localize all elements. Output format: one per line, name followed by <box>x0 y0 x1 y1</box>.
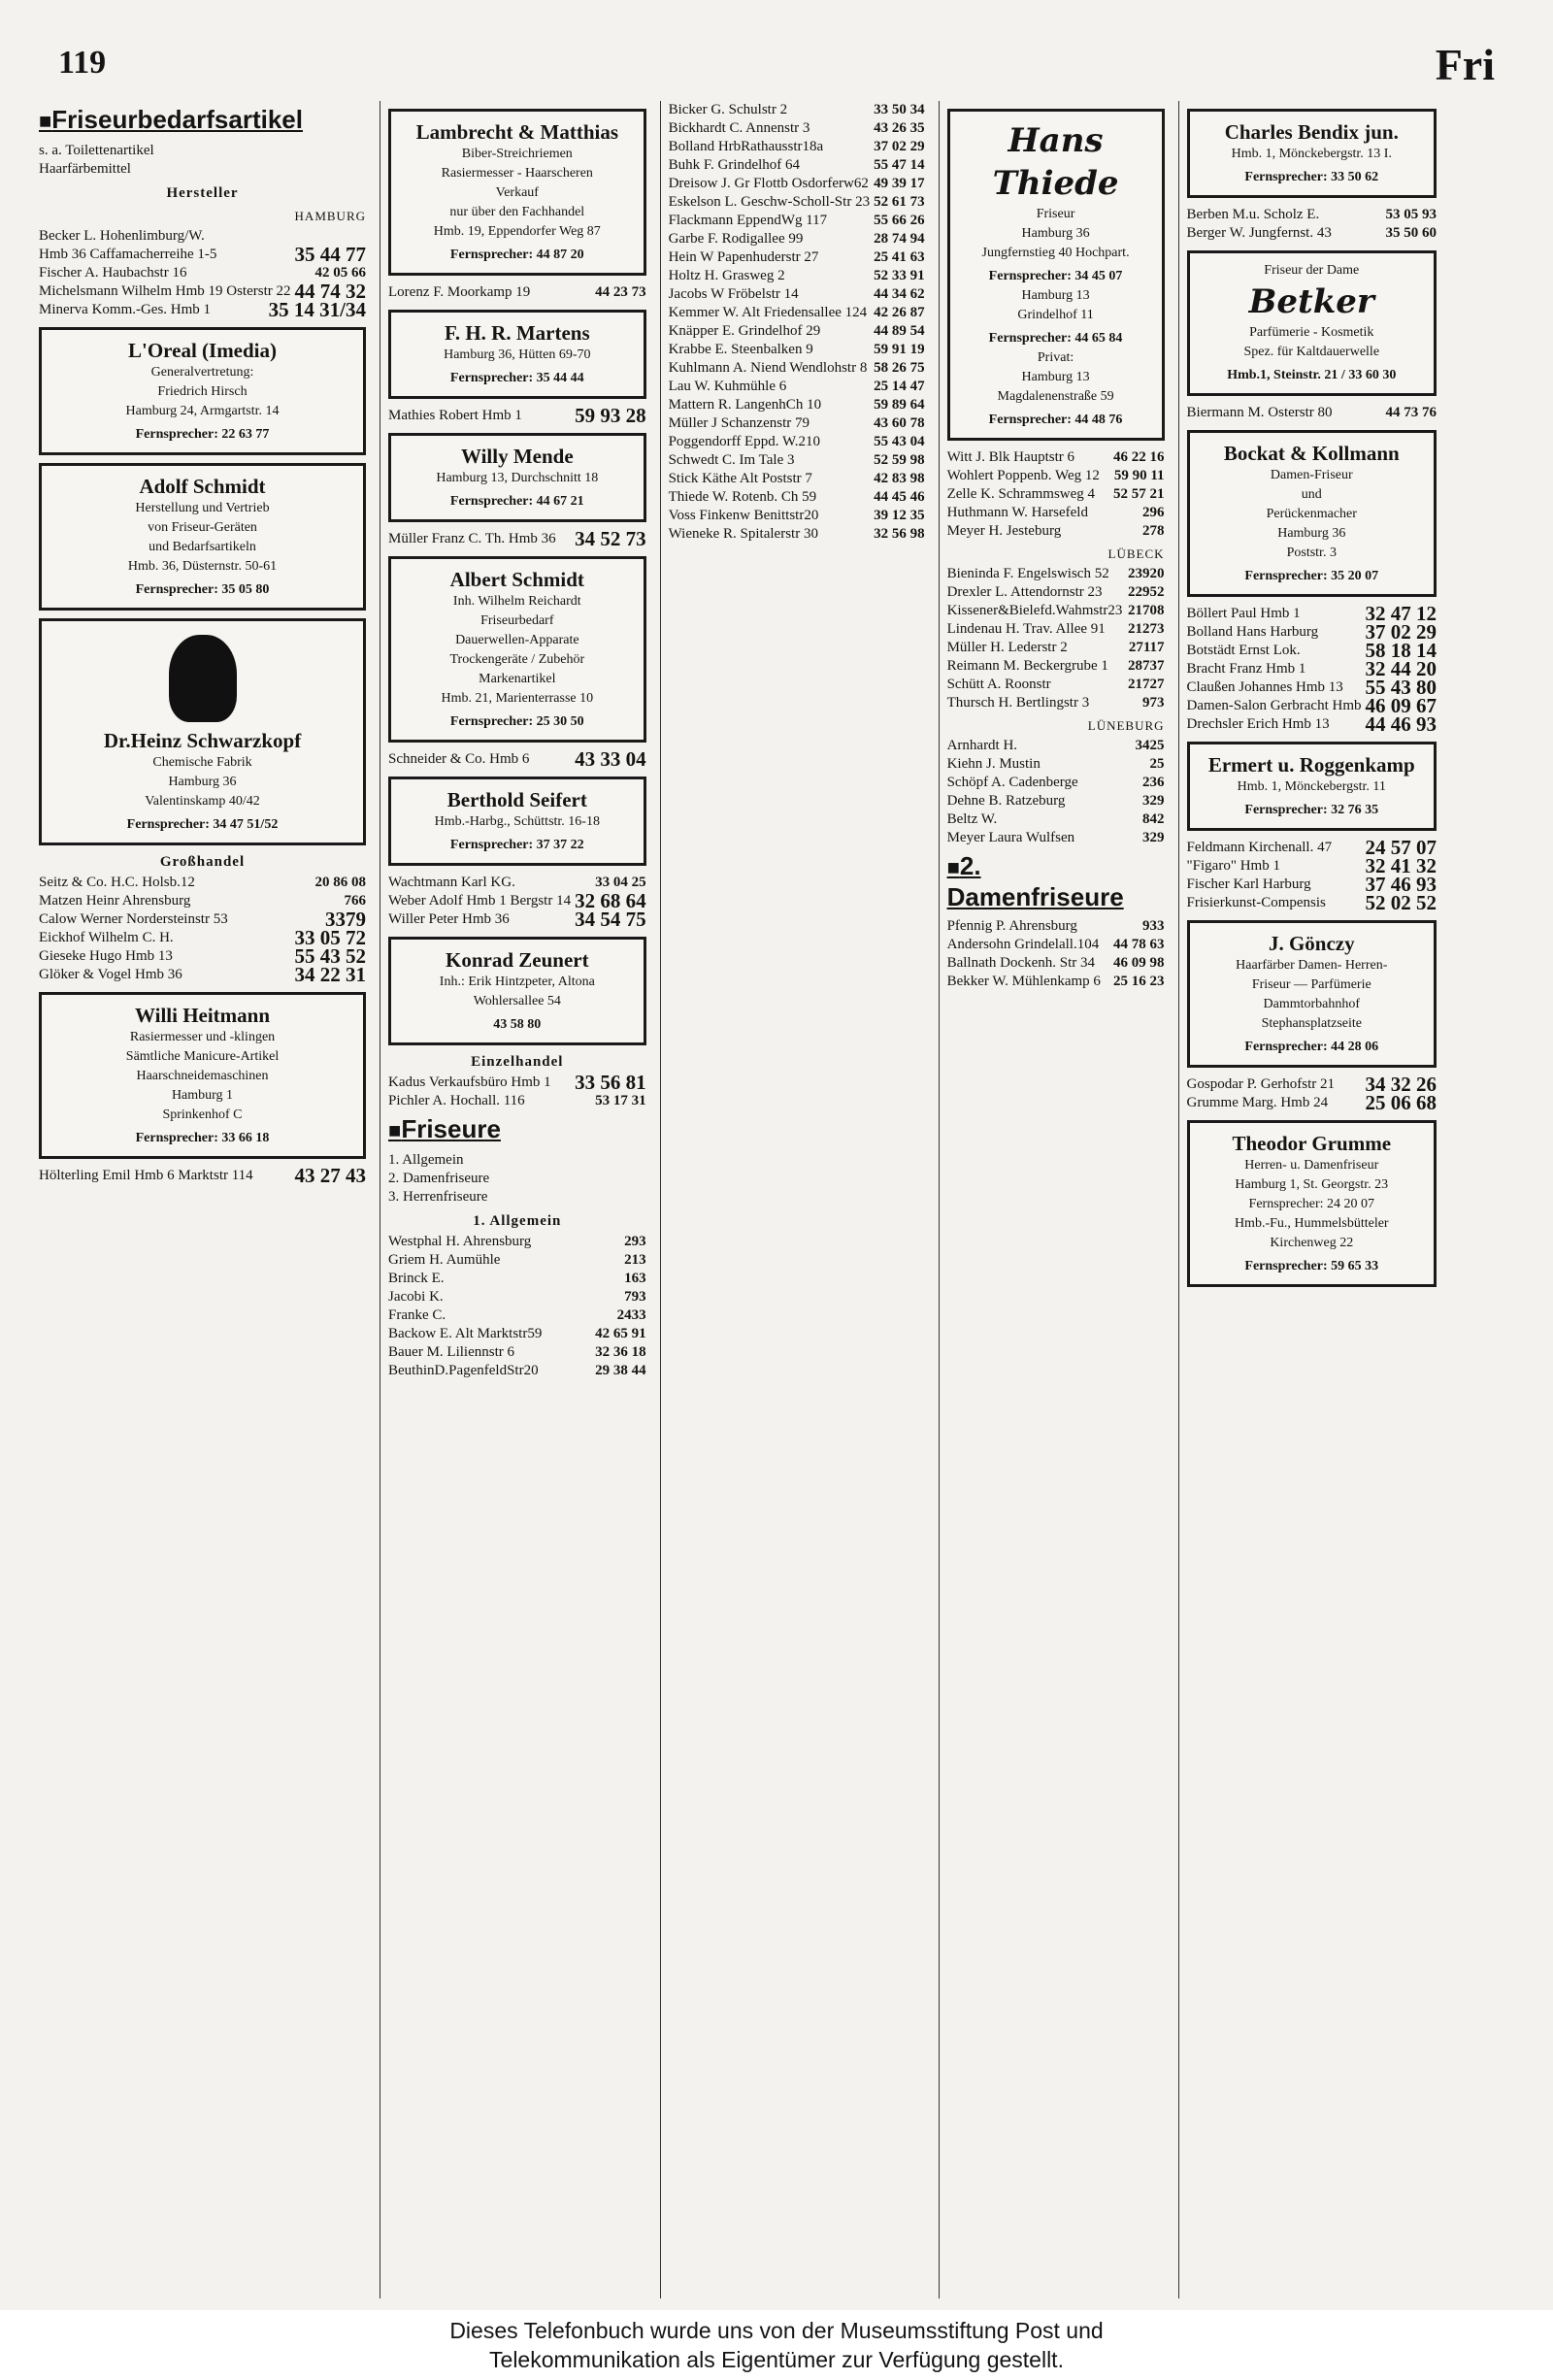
ad-phone: Fernsprecher: 44 65 84 <box>988 331 1123 346</box>
listing: Wohlert Poppenb. Weg 12 59 90 11 <box>946 468 1165 483</box>
listing: BeuthinD.PagenfeldStr20 29 38 44 <box>388 1363 646 1378</box>
listing: Feldmann Kirchenall. 47 24 57 07 <box>1186 836 1437 859</box>
listing: Berger W. Jungfernst. 43 35 50 60 <box>1186 225 1437 241</box>
advertisement-box <box>388 777 646 866</box>
listing: Hölterling Emil Hmb 6 Marktstr 114 43 27 43 <box>39 1164 367 1187</box>
directory-columns <box>31 101 1444 2298</box>
list-item: 3. Herrenfriseure <box>388 1189 488 1205</box>
footer-credit <box>0 2310 1553 2380</box>
listing: Eickhof Wilhelm C. H. 33 05 72 <box>39 926 367 949</box>
footer-line: Dieses Telefonbuch wurde uns von der Museumsstiftung Post und <box>449 2318 1104 2343</box>
ad-line: Sämtliche Manicure-Artikel <box>125 1049 280 1064</box>
ad-line: Haarfärber Damen- Herren- <box>1236 958 1388 973</box>
listing: Huthmann W. Harsefeld 296 <box>946 505 1165 520</box>
ad-line: Hmb.-Harbg., Schüttstr. 16-18 <box>434 814 600 829</box>
listing: Eskelson L. Geschw-Scholl-Str 23 52 61 73 <box>668 194 925 210</box>
ad-line: Perückenmacher <box>1266 507 1357 521</box>
advertisement-box <box>388 433 646 522</box>
ad-line: Friseur der Dame <box>1264 263 1360 278</box>
ad-line: Hmb. 1, Mönckebergstr. 13 I. <box>1231 147 1392 161</box>
listing: Kissener&Bielefd.Wahmstr23 21708 <box>946 603 1165 618</box>
listing: Bieninda F. Engelswisch 52 23920 <box>946 566 1165 581</box>
ad-logo-text: Betker <box>1248 282 1374 321</box>
ad-line: Hamburg 13, Durchschnitt 18 <box>436 471 599 485</box>
ad-line: und <box>1301 487 1322 502</box>
ad-line: Poststr. 3 <box>1286 545 1337 560</box>
ad-line: und Bedarfsartikeln <box>149 540 256 554</box>
ad-line: Biber-Streichriemen <box>461 147 573 161</box>
ad-line: Haarschneidemaschinen <box>136 1069 269 1083</box>
advertisement-box <box>39 992 366 1159</box>
listing: Bauer M. Liliennstr 6 32 36 18 <box>388 1344 646 1360</box>
ad-line: Privat: <box>1037 350 1074 365</box>
ad-title: Lambrecht & Matthias <box>415 120 619 144</box>
subhead: Großhandel <box>159 854 246 870</box>
ad-line: Jungfernstieg 40 Hochpart. <box>981 246 1130 260</box>
listing: Krabbe E. Steenbalken 9 59 91 19 <box>668 342 925 357</box>
advertisement-box <box>947 109 1165 441</box>
page-number: 119 <box>58 45 107 81</box>
ad-line: Valentinskamp 40/42 <box>145 794 260 809</box>
ad-line: Trockengeräte / Zubehör <box>449 652 585 667</box>
ad-title: Charles Bendix jun. <box>1224 120 1399 144</box>
listing: Hmb 36 Caffamacherreihe 1-5 35 44 77 <box>39 243 367 266</box>
ad-phone: Fernsprecher: 44 48 76 <box>988 413 1123 427</box>
ad-phone: Fernsprecher: 44 87 20 <box>449 248 584 262</box>
ad-line: Hamburg 36 <box>1021 226 1090 241</box>
place-heading: LÜNEBURG <box>1087 718 1165 733</box>
page-header <box>58 39 1495 97</box>
advertisement-box <box>388 556 646 743</box>
ad-phone: Hmb.1, Steinstr. 21 / 33 60 30 <box>1227 368 1397 382</box>
listing: Flackmann EppendWg 117 55 66 26 <box>668 213 925 228</box>
ad-line: Inh.: Erik Hintzpeter, Altona <box>439 975 595 989</box>
column-4 <box>939 101 1173 2298</box>
list-item: 2. Damenfriseure <box>388 1171 490 1186</box>
listing: Claußen Johannes Hmb 13 55 43 80 <box>1186 676 1437 699</box>
ad-title: Albert Schmidt <box>449 568 584 591</box>
ad-line: von Friseur-Geräten <box>148 520 257 535</box>
listing: Berben M.u. Scholz E. 53 05 93 <box>1186 207 1437 222</box>
ad-title: J. Gönczy <box>1268 932 1355 955</box>
listing: Beltz W. 842 <box>946 811 1165 827</box>
listing: Mattern R. LangenhCh 10 59 89 64 <box>668 397 925 413</box>
listing: Lorenz F. Moorkamp 19 44 23 73 <box>388 284 646 300</box>
ad-line: Hamburg 1 <box>171 1088 234 1103</box>
listing: Brinck E. 163 <box>388 1271 646 1286</box>
ad-line: Hamburg 13 <box>1021 288 1090 303</box>
listing: Müller Franz C. Th. Hmb 36 34 52 73 <box>388 527 646 550</box>
listing: Schwedt C. Im Tale 3 52 59 98 <box>668 452 925 468</box>
listing: Gospodar P. Gerhofstr 21 34 32 26 <box>1186 1073 1437 1096</box>
listing: Meyer Laura Wulfsen 329 <box>946 830 1165 845</box>
ad-phone: Fernsprecher: 33 66 18 <box>135 1131 270 1145</box>
ad-line: Dauerwellen-Apparate <box>455 633 579 647</box>
ad-phone: Fernsprecher: 35 44 44 <box>449 371 584 385</box>
ad-line: nur über den Fachhandel <box>449 205 585 219</box>
listing: Bekker W. Mühlenkamp 6 25 16 23 <box>946 974 1165 989</box>
ad-line: Friedrich Hirsch <box>157 384 248 399</box>
listing: Jacobi K. 793 <box>388 1289 646 1305</box>
listing: Thursch H. Bertlingstr 3 973 <box>946 695 1165 711</box>
listing: Bracht Franz Hmb 1 32 44 20 <box>1186 657 1437 680</box>
ad-line: Hamburg 1, St. Georgstr. 23 <box>1235 1177 1389 1192</box>
listing: Drexler L. Attendornstr 23 22952 <box>946 584 1165 600</box>
ad-title: Adolf Schmidt <box>139 475 266 498</box>
column-5 <box>1178 101 1444 2298</box>
advertisement-box <box>1187 742 1437 831</box>
advertisement-box <box>1187 920 1437 1068</box>
listing: Knäpper E. Grindelhof 29 44 89 54 <box>668 323 925 339</box>
listing: Frisierkunst-Compensis 52 02 52 <box>1186 891 1437 914</box>
listing: "Figaro" Hmb 1 32 41 32 <box>1186 854 1437 877</box>
column-3 <box>660 101 933 2298</box>
listing: Pfennig P. Ahrensburg 933 <box>946 918 1165 934</box>
listing: Becker L. Hohenlimburg/W. <box>39 228 205 244</box>
listing: Biermann M. Osterstr 80 44 73 76 <box>1186 405 1437 420</box>
listing: Bickhardt C. Annenstr 3 43 26 35 <box>668 120 925 136</box>
ad-title: Konrad Zeunert <box>446 948 589 972</box>
listing: Matzen Heinr Ahrensburg 766 <box>39 893 367 909</box>
listing: Gieseke Hugo Hmb 13 55 43 52 <box>39 944 367 968</box>
listing: Thiede W. Rotenb. Ch 59 44 45 46 <box>668 489 925 505</box>
listing: Arnhardt H. 3425 <box>946 738 1165 753</box>
ad-line: Hmb. 19, Eppendorfer Weg 87 <box>433 224 601 239</box>
listing: Witt J. Blk Hauptstr 6 46 22 16 <box>946 449 1165 465</box>
listing: Michelsmann Wilhelm Hmb 19 Osterstr 22 44 74 32 <box>39 280 367 303</box>
advertisement-box <box>388 109 646 276</box>
listing: Drechsler Erich Hmb 13 44 46 93 <box>1186 712 1437 736</box>
listing: Fischer Karl Harburg 37 46 93 <box>1186 873 1437 896</box>
ad-title: F. H. R. Martens <box>444 321 590 345</box>
ad-title: Theodor Grumme <box>1232 1132 1392 1155</box>
ad-title: Bockat & Kollmann <box>1223 442 1400 465</box>
advertisement-box <box>39 327 366 455</box>
ad-line: Grindelhof 11 <box>1017 308 1094 322</box>
listing: Lindenau H. Trav. Allee 91 21273 <box>946 621 1165 637</box>
advertisement-box <box>1187 430 1437 597</box>
ad-title: Hans Thiede <box>992 121 1119 203</box>
listing: Botstädt Ernst Lok. 58 18 14 <box>1186 639 1437 662</box>
ad-phone: Fernsprecher: 25 30 50 <box>449 714 584 729</box>
ad-line: Friseur — Parfümerie <box>1251 977 1371 992</box>
ad-line: Fernsprecher: 24 20 07 <box>1248 1197 1374 1211</box>
ad-phone: Fernsprecher: 35 20 07 <box>1244 569 1379 583</box>
listing: Glöker & Vogel Hmb 36 34 22 31 <box>39 963 367 986</box>
place-heading: LÜBECK <box>1107 546 1165 561</box>
listing: Müller J Schanzenstr 79 43 60 78 <box>668 415 925 431</box>
ad-line: Hmb. 36, Düsternstr. 50-61 <box>127 559 278 574</box>
place-heading: HAMBURG <box>294 209 367 223</box>
footer-line: Telekommunikation als Eigentümer zur Verfügung gestellt. <box>489 2347 1064 2372</box>
ad-line: Spez. für Kaltdauerwelle <box>1243 345 1380 359</box>
listing: Kadus Verkaufsbüro Hmb 1 33 56 81 <box>388 1071 646 1094</box>
ad-line: Friseur <box>1036 207 1075 221</box>
subsection-title: 1. Allgemein <box>473 1213 562 1229</box>
ad-line: Hmb. 21, Marienterrasse 10 <box>441 691 594 706</box>
listing: Damen-Salon Gerbracht Hmb 46 09 67 <box>1186 694 1437 717</box>
listing: Schütt A. Roonstr 21727 <box>946 677 1165 692</box>
advertisement-box <box>388 937 646 1045</box>
section-title: ■ 2. Damenfriseure <box>947 851 1165 911</box>
ad-line: Chemische Fabrik <box>152 755 252 770</box>
ad-line: Damen-Friseur <box>1270 468 1353 482</box>
listing: Wieneke R. Spitalerstr 30 32 56 98 <box>668 526 925 542</box>
ad-line: Friseurbedarf <box>480 613 554 628</box>
ad-line: Magdalenenstraße 59 <box>997 389 1114 404</box>
listing: Reimann M. Beckergrube 1 28737 <box>946 658 1165 674</box>
listing: Lau W. Kuhmühle 6 25 14 47 <box>668 379 925 394</box>
ad-line: Rasiermesser und -klingen <box>129 1030 276 1044</box>
listing: Dreisow J. Gr Flottb Osdorferw62 49 39 17 <box>668 176 925 191</box>
listing: Andersohn Grindelall.104 44 78 63 <box>946 937 1165 952</box>
note-line: s. a. Toilettenartikel <box>39 143 154 158</box>
ad-phone: Fernsprecher: 22 63 77 <box>135 427 270 442</box>
advertisement-box <box>1187 1120 1437 1287</box>
ad-line: Generalvertretung: <box>150 365 254 380</box>
listing: Bolland HrbRathausstr18a 37 02 29 <box>668 139 925 154</box>
listing: Jacobs W Fröbelstr 14 44 34 62 <box>668 286 925 302</box>
listing: Schöpf A. Cadenberge 236 <box>946 775 1165 790</box>
ad-title: Berthold Seifert <box>446 788 587 811</box>
ad-phone: Fernsprecher: 59 65 33 <box>1244 1259 1379 1273</box>
listing: Stick Käthe Alt Poststr 7 42 83 98 <box>668 471 925 486</box>
listing: Grumme Marg. Hmb 24 25 06 68 <box>1186 1091 1437 1114</box>
advertisement-box <box>39 463 366 611</box>
advertisement-box <box>1187 109 1437 198</box>
listing: Bicker G. Schulstr 2 33 50 34 <box>668 102 925 117</box>
column-1 <box>31 101 374 2298</box>
page-keyword: Fri <box>1435 40 1495 89</box>
ad-phone: Fernsprecher: 33 50 62 <box>1244 170 1379 184</box>
subhead: Hersteller <box>166 185 239 201</box>
ad-line: Hamburg 36, Hütten 69-70 <box>444 347 591 362</box>
note-line: Haarfärbemittel <box>39 161 131 177</box>
listing: Ballnath Dockenh. Str 34 46 09 98 <box>946 955 1165 971</box>
listing: Holtz H. Grasweg 2 52 33 91 <box>668 268 925 283</box>
listing: Franke C. 2433 <box>388 1307 646 1323</box>
ad-line: Herstellung und Vertrieb <box>135 501 270 515</box>
list-item: 1. Allgemein <box>388 1152 464 1168</box>
listing: Seitz & Co. H.C. Holsb.12 20 86 08 <box>39 875 367 890</box>
listing: Westphal H. Ahrensburg 293 <box>388 1234 646 1249</box>
listing: Kemmer W. Alt Friedensallee 124 42 26 87 <box>668 305 925 320</box>
listing: Zelle K. Schrammsweg 4 52 57 21 <box>946 486 1165 502</box>
listing: Backow E. Alt Marktstr59 42 65 91 <box>388 1326 646 1341</box>
ad-line: Verkauf <box>495 185 539 200</box>
ad-line: Dammtorbahnhof <box>1263 997 1361 1011</box>
listing: Minerva Komm.-Ges. Hmb 1 35 14 31/34 <box>39 298 367 321</box>
listing: Dehne B. Ratzeburg 329 <box>946 793 1165 809</box>
listing: Voss Finkenw Benittstr20 39 12 35 <box>668 508 925 523</box>
ad-line: Parfümerie - Kosmetik <box>1249 325 1374 340</box>
ad-title: Willy Mende <box>460 445 574 468</box>
ad-line: Kirchenweg 22 <box>1270 1236 1354 1250</box>
ad-phone: Fernsprecher: 34 47 51/52 <box>126 817 279 832</box>
ad-line: Stephansplatzseite <box>1261 1016 1362 1031</box>
listing: Weber Adolf Hmb 1 Bergstr 14 32 68 64 <box>388 889 646 912</box>
listing: Mathies Robert Hmb 1 59 93 28 <box>388 404 646 427</box>
listing: Willer Peter Hmb 36 34 54 75 <box>388 908 646 931</box>
ad-line: Sprinkenhof C <box>162 1107 243 1122</box>
listing: Müller H. Lederstr 2 27117 <box>946 640 1165 655</box>
ad-line: Markenartikel <box>479 672 556 686</box>
ad-phone: Fernsprecher: 34 45 07 <box>988 269 1123 283</box>
listing: Buhk F. Grindelhof 64 55 47 14 <box>668 157 925 173</box>
listing: Griem H. Aumühle 213 <box>388 1252 646 1268</box>
listing: Poggendorff Eppd. W.210 55 43 04 <box>668 434 925 449</box>
ad-line: Herren- u. Damenfriseur <box>1244 1158 1379 1173</box>
listing: Böllert Paul Hmb 1 32 47 12 <box>1186 602 1437 625</box>
ad-line: Hamburg 13 <box>1021 370 1090 384</box>
listing: Schneider & Co. Hmb 6 43 33 04 <box>388 747 646 771</box>
advertisement-box <box>388 310 646 399</box>
listing: Calow Werner Nordersteinstr 53 3379 <box>39 908 367 931</box>
listing: Fischer A. Haubachstr 16 42 05 66 <box>39 265 367 281</box>
advertisement-box <box>39 618 366 845</box>
ad-title: Willi Heitmann <box>134 1004 271 1027</box>
ad-line: Wohlersallee 54 <box>473 994 561 1008</box>
ad-line: Hamburg 36 <box>1277 526 1346 541</box>
ad-title: Ermert u. Roggenkamp <box>1207 753 1415 777</box>
ad-line: Hamburg 36 <box>168 775 237 789</box>
section-title: ■ Friseurbedarfsartikel <box>39 105 366 136</box>
column-2 <box>380 101 654 2298</box>
ad-phone: Fernsprecher: 37 37 22 <box>449 838 584 852</box>
listing: Meyer H. Jesteburg 278 <box>946 523 1165 539</box>
ad-phone: Fernsprecher: 32 76 35 <box>1244 803 1379 817</box>
ad-phone: Fernsprecher: 35 05 80 <box>135 582 270 597</box>
advertisement-box <box>1187 250 1437 396</box>
ad-phone: Fernsprecher: 44 67 21 <box>449 494 584 509</box>
ad-title: L'Oreal (Imedia) <box>128 339 278 362</box>
listing: Wachtmann Karl KG. 33 04 25 <box>388 875 646 890</box>
silhouette-portrait-icon <box>169 635 237 722</box>
listing: Kuhlmann A. Niend Wendlohstr 8 58 26 75 <box>668 360 925 376</box>
listing: Bolland Hans Harburg 37 02 29 <box>1186 620 1437 644</box>
subhead: Einzelhandel <box>471 1054 564 1070</box>
listing: Pichler A. Hochall. 116 53 17 31 <box>388 1093 646 1108</box>
listing: Kiehn J. Mustin 25 <box>946 756 1165 772</box>
ad-line: Hmb.-Fu., Hummelsbütteler <box>1234 1216 1389 1231</box>
section-title: ■ Friseure <box>388 1114 646 1145</box>
ad-phone: Fernsprecher: 44 28 06 <box>1244 1040 1379 1054</box>
listing: Hein W Papenhuderstr 27 25 41 63 <box>668 249 925 265</box>
ad-line: Inh. Wilhelm Reichardt <box>452 594 581 609</box>
ad-phone: 43 58 80 <box>493 1017 542 1032</box>
ad-line: Rasiermesser - Haarscheren <box>441 166 593 181</box>
ad-line: Hmb. 1, Mönckebergstr. 11 <box>1237 779 1386 794</box>
listing: Garbe F. Rodigallee 99 28 74 94 <box>668 231 925 247</box>
ad-line: Hamburg 24, Armgartstr. 14 <box>125 404 280 418</box>
ad-title: Dr.Heinz Schwarzkopf <box>103 729 302 752</box>
